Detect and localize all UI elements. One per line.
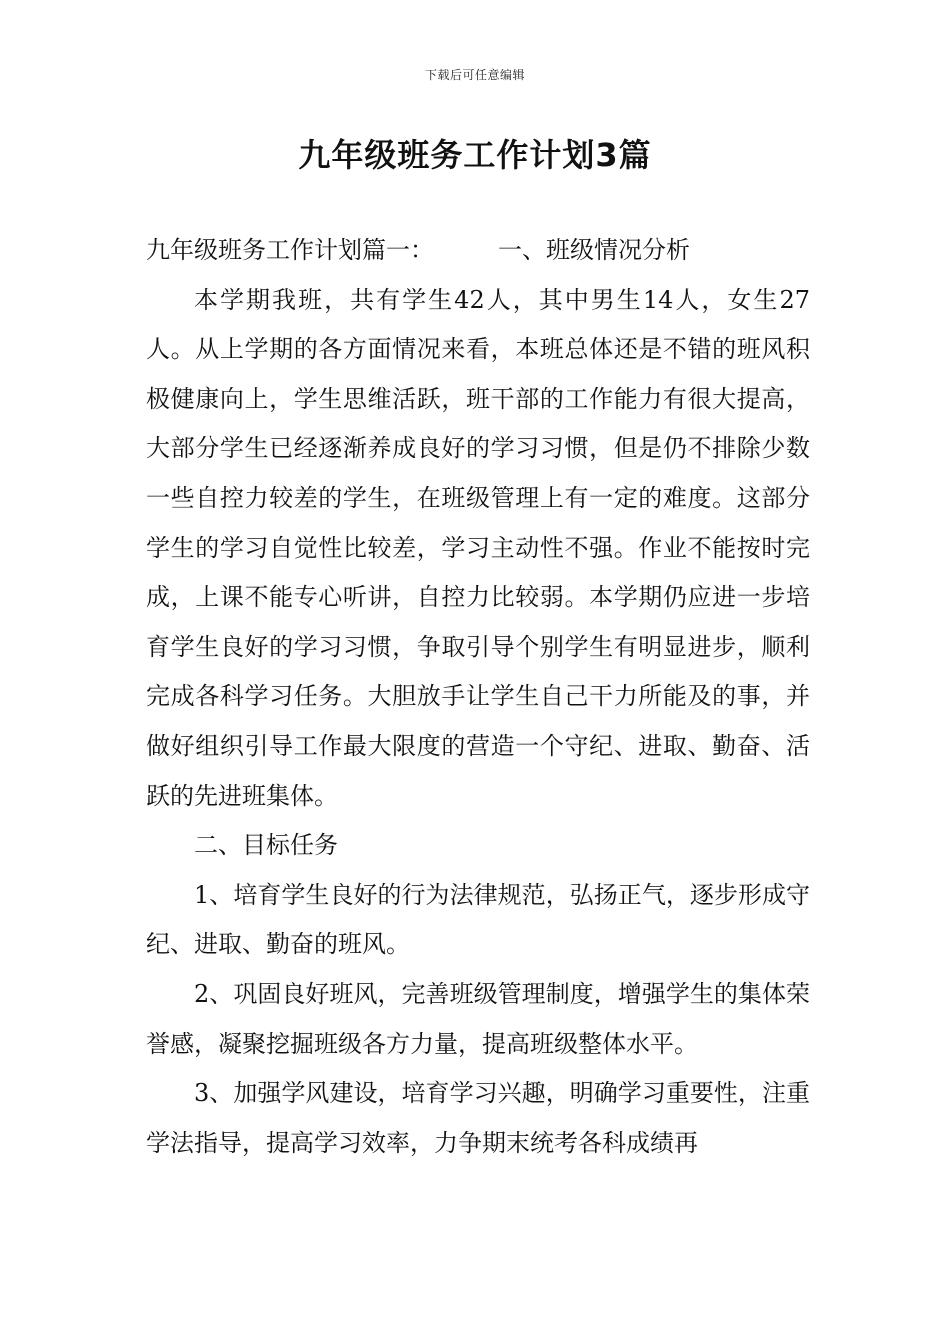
paragraph-goal-2: 2、巩固良好班风，完善班级管理制度，增强学生的集体荣誉感，凝聚挖掘班级各方力量，提高班级整体水平。 bbox=[146, 979, 810, 1058]
intro-label: 九年级班务工作计划篇一： bbox=[146, 236, 434, 264]
intro-line bbox=[146, 226, 810, 276]
paragraph-goal-1: 1、培育学生良好的行为法律规范，弘扬正气，逐步形成守纪、进取、勤奋的班风。 bbox=[146, 880, 810, 959]
paragraph-class-analysis: 本学期我班，共有学生42人，其中男生14人，女生27人。从上学期的各方面情况来看，本班总体还是不错的班风积极健康向上，学生思维活跃，班干部的工作能力有很大提高，大部分学生已经逐渐养成良好的学习习惯，但是仍不排除少数一些自控力较差的学生，在班级管理上有一定的难度。这部分学生的学习自觉性比较差，学习主动性不强。作业不能按时完成，上课不能专心听讲，自控力比较弱。本学期仍应进一步培育学生良好的学习习惯，争取引导个别学生有明显进步，顺利完成各科学习任务。大胆放手让学生自己干力所能及的事，并做好组织引导工作最大限度的营造一个守纪、进取、勤奋、活跃的先进班集体。 bbox=[146, 285, 810, 810]
document-title: 九年级班务工作计划3篇 bbox=[298, 136, 652, 174]
section-heading-1: 一、班级情况分析 bbox=[498, 236, 690, 264]
document-body bbox=[146, 226, 810, 1168]
paragraph-goal-3: 3、加强学风建设，培育学习兴趣，明确学习重要性，注重学法指导，提高学习效率，力争期末统考各科成绩再 bbox=[146, 1079, 810, 1157]
header-note: 下载后可任意编辑 bbox=[424, 68, 525, 82]
section-heading-2: 二、目标任务 bbox=[194, 831, 338, 860]
